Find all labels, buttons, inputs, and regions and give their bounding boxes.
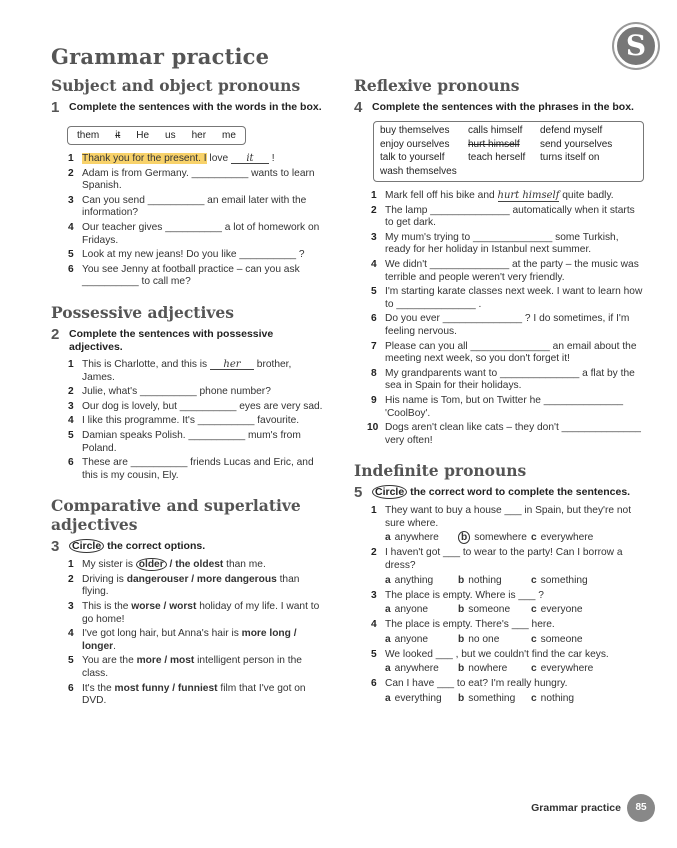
exercise-number: 3 <box>51 538 60 556</box>
phrase-box <box>373 121 644 182</box>
option-c[interactable]: c everywhere <box>531 663 594 675</box>
list-item: 7 Please can you all ______________ an email about the meeting next week, so you don't forget it! <box>371 340 637 365</box>
box-phrase: teach herself <box>468 152 526 163</box>
list-item: 3 Our dog is lovely, but __________ eyes are very sad. <box>68 400 323 412</box>
exercise-3-list <box>51 559 323 708</box>
list-item: 4 I've got long hair, but Anna's hair is more long / longer. <box>68 628 297 652</box>
list-item: 5 Look at my new jeans! Do you like __________ ? <box>68 249 305 261</box>
option-pair[interactable]: worse / worst <box>131 601 197 613</box>
exercise-instruction: Complete the sentences with possessive adjectives. <box>69 327 274 353</box>
option-a[interactable]: a everything <box>385 693 442 705</box>
option-c[interactable]: c someone <box>531 633 583 645</box>
options-row <box>385 574 644 587</box>
options-row <box>385 662 644 675</box>
option-c[interactable]: c everyone <box>531 604 583 616</box>
list-item: 5 I'm starting karate classes next week. I want to learn how to ______________ . <box>371 286 643 310</box>
section-title-reflexive: Reflexive pronouns <box>354 76 520 95</box>
box-word: me <box>222 130 236 141</box>
option-b[interactable]: b no one <box>458 633 500 645</box>
box-phrase-used: hurt himself <box>468 138 520 150</box>
list-item: 3 My mum's trying to ______________ some Turkish, ready for her holiday in Istanbul next summer. <box>371 231 619 256</box>
box-word-used: it <box>115 130 121 141</box>
option-c[interactable]: c everywhere <box>531 532 594 544</box>
box-phrase: calls himself <box>468 125 523 136</box>
box-phrase: enjoy ourselves <box>380 138 450 150</box>
exercise-number: 5 <box>354 484 363 502</box>
option-pair[interactable]: most funny / funniest <box>114 682 218 694</box>
option-a[interactable]: a anywhere <box>385 532 439 544</box>
answer-blank[interactable]: her <box>210 359 254 370</box>
exercise-4-header <box>354 101 644 115</box>
list-item: 2 Julie, what's __________ phone number? <box>68 386 271 398</box>
list-item: 1 My sister is older / the oldest than me. <box>68 559 266 571</box>
list-item: 6 It's the most funny / funniest film that I've got on DVD. <box>68 682 306 707</box>
exercise-number: 1 <box>51 99 60 116</box>
answer-blank[interactable]: it <box>231 153 269 164</box>
options-row <box>385 603 644 616</box>
circle-word: Circle <box>69 539 104 553</box>
list-item: 3 The place is empty. Where is ___ ? <box>371 589 544 601</box>
exercise-number: 2 <box>51 325 60 343</box>
section-title-comparative: Comparative and superlative adjectives <box>51 496 301 535</box>
list-item: 8 My grandparents want to ______________ a flat by the sea in Spain for their holidays. <box>371 367 635 392</box>
answer-blank[interactable]: hurt himself <box>497 190 560 201</box>
exercise-instruction: Complete the sentences with the phrases in the box. <box>372 101 634 113</box>
list-item: 1 They want to buy a house ___ in Spain, but they're not sure where. <box>371 505 632 529</box>
list-item: 4 I like this programme. It's __________ favourite. <box>68 415 300 427</box>
box-word: her <box>191 130 207 141</box>
box-phrase: buy themselves <box>380 125 450 136</box>
list-item: 1 Thank you for the present. I love it ! <box>68 153 275 164</box>
list-item: 6 You see Jenny at football practice – can you ask __________ to call me? <box>68 263 300 288</box>
option-a[interactable]: a anyone <box>385 604 429 616</box>
exercise-1-header <box>51 101 323 115</box>
option-a[interactable]: a anything <box>385 574 434 586</box>
section-title-indefinite: Indefinite pronouns <box>354 461 527 481</box>
list-item: 5 We looked ___ , but we couldn't find the car keys. <box>371 648 609 660</box>
box-phrase: defend myself <box>540 125 603 136</box>
options-row <box>385 692 644 705</box>
box-word: He <box>136 130 150 141</box>
word-box <box>67 126 246 145</box>
option-a[interactable]: a anyone <box>385 633 429 645</box>
exercise-instruction: Complete the sentences with the words in the box. <box>69 101 322 113</box>
list-item: 2 Driving is dangerouser / more dangerous than flying. <box>68 573 300 598</box>
option-b[interactable]: b something <box>458 693 516 705</box>
list-item: 3 Can you send __________ an email later with the information? <box>68 194 307 219</box>
list-item: 2 The lamp ______________ automatically when it starts to get dark. <box>371 204 635 229</box>
list-item: 5 You are the more / most intelligent person in the class. <box>68 655 302 680</box>
box-word: them <box>77 130 100 141</box>
option-c[interactable]: c something <box>531 574 588 586</box>
option-pair[interactable]: dangerouser / more dangerous <box>126 573 277 585</box>
section-title-possessive: Possessive adjectives <box>51 302 234 322</box>
list-item: 9 His name is Tom, but on Twitter he ______________ 'CoolBoy'. <box>371 394 624 419</box>
list-item: 2 Adam is from Germany. __________ wants to learn Spanish. <box>68 167 315 192</box>
option-b[interactable]: b somewhere <box>458 531 531 544</box>
box-phrase: turns itself on <box>540 152 600 163</box>
exercise-4-list <box>354 190 644 447</box>
list-item: 6 These are __________ friends Lucas and Eric, and this is my cousin, Ely. <box>68 457 314 481</box>
page-footer <box>531 794 655 822</box>
list-item: 1 Mark fell off his bike and hurt himself quite badly. <box>371 190 614 201</box>
option-b[interactable]: b nothing <box>458 574 502 586</box>
footer-label: Grammar practice <box>531 802 621 814</box>
left-column <box>51 76 323 710</box>
page-title: Grammar practice <box>51 44 270 69</box>
list-item: 6 Do you ever ______________ ? I do sometimes, if I'm feeling nervous. <box>371 313 630 337</box>
list-item: 5 Damian speaks Polish. __________ mum's from Poland. <box>68 429 301 454</box>
exercise-1-list <box>51 153 323 289</box>
exercise-2-list <box>51 359 323 482</box>
exercise-instruction: the correct options. <box>104 540 206 553</box>
exercise-5-header <box>354 486 644 500</box>
option-pair[interactable]: more long / longer <box>82 628 297 652</box>
page-number: 85 <box>627 794 655 822</box>
circled-option[interactable]: older <box>136 558 167 571</box>
right-column <box>354 76 644 708</box>
section-title-subject-object: Subject and object pronouns <box>51 76 301 95</box>
section-badge-icon: S <box>614 24 658 68</box>
list-item: 4 We didn't ______________ at the party – the music was terrible and people weren't very friendly. <box>371 258 639 283</box>
option-b[interactable]: b someone <box>458 604 511 616</box>
options-row <box>385 633 644 646</box>
exercise-instruction: the correct word to complete the sentences. <box>407 486 631 499</box>
box-word: us <box>165 130 176 141</box>
list-item: 4 The place is empty. There's ___ here. <box>371 619 555 631</box>
options-row <box>385 531 644 544</box>
list-item: 6 Can I have ___ to eat? I'm really hungry. <box>371 678 568 690</box>
exercise-number: 4 <box>354 99 363 116</box>
exercise-2-header <box>51 325 323 354</box>
box-phrase: wash themselves <box>380 165 457 177</box>
box-phrase: send yourselves <box>540 138 613 150</box>
circle-word: Circle <box>372 485 407 499</box>
list-item: 1 This is Charlotte, and this is her brother, James. <box>68 358 292 383</box>
exercise-5-list <box>354 505 644 705</box>
list-item: 2 I haven't got ___ to wear to the party! Can I borrow a dress? <box>371 547 623 572</box>
list-item: 10 Dogs aren't clean like cats – they don't ______________ very often! <box>367 422 641 446</box>
list-item: 3 This is the worse / worst holiday of my life. I want to go home! <box>68 601 320 625</box>
option-b[interactable]: b nowhere <box>458 663 508 675</box>
option-pair[interactable]: more / most <box>136 655 195 667</box>
option-a[interactable]: a anywhere <box>385 663 439 675</box>
exercise-3-header <box>51 540 323 554</box>
box-phrase: talk to yourself <box>380 152 445 163</box>
list-item: 4 Our teacher gives __________ a lot of homework on Fridays. <box>68 221 320 246</box>
option-c[interactable]: c nothing <box>531 693 575 705</box>
